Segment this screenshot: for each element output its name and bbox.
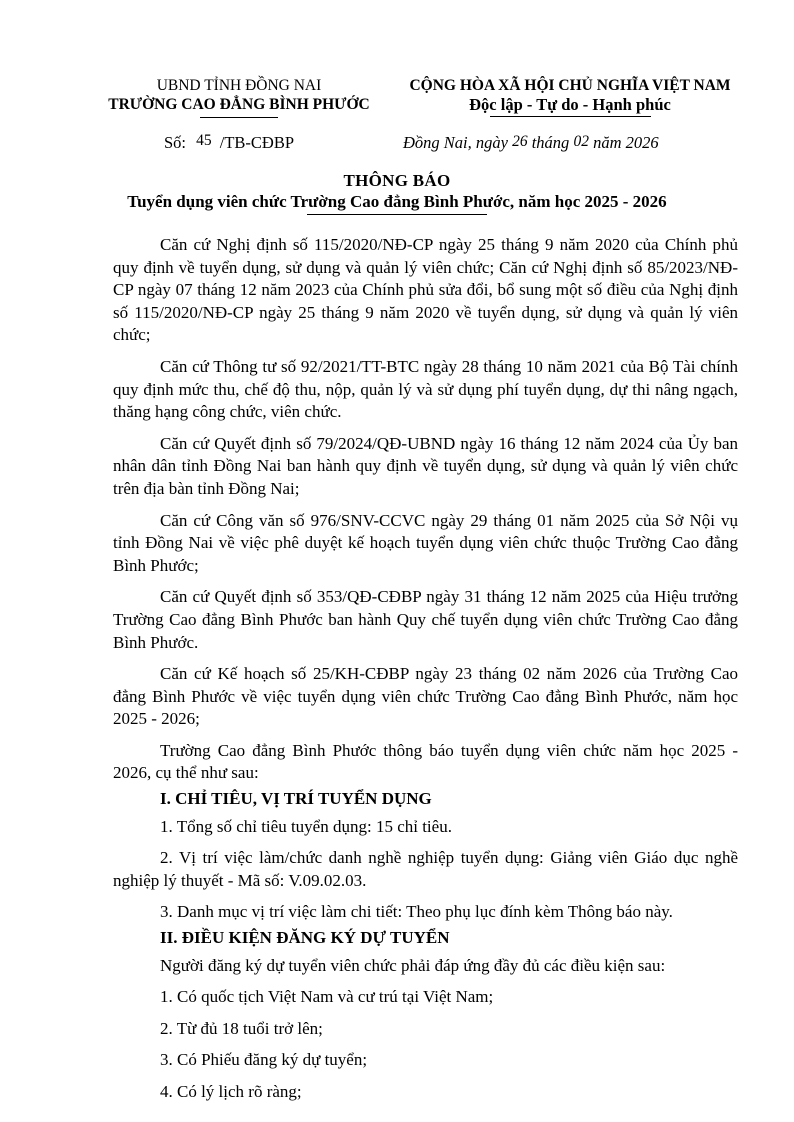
announcement-intro: Trường Cao đẳng Bình Phước thông báo tuyển dụng viên chức năm học 2025 - 2026, cụ thể như sau: — [113, 740, 738, 783]
list-item: 2. Từ đủ 18 tuổi trở lên; — [160, 1018, 323, 1038]
list-item: 3. Có Phiếu đăng ký dự tuyển; — [160, 1050, 368, 1070]
org-underline — [200, 117, 278, 118]
legal-basis-paragraph: Căn cứ Thông tư số 92/2021/TT-BTC ngày 28 tháng 10 năm 2021 của Bộ Tài chính quy định mức thu, chế độ thu, nộp, quản lý và sử dụng phí tuyển dụng, dự thi nâng ngạch, thăng hạng công chức, viên chức. — [113, 356, 738, 422]
country-name: CỘNG HÒA XÃ HỘI CHỦ NGHĨA VIỆT NAM — [409, 77, 731, 94]
list-item: 4. Có lý lịch rõ ràng; — [160, 1082, 302, 1101]
section-heading-quota: I. CHỈ TIÊU, VỊ TRÍ TUYỂN DỤNG — [160, 789, 432, 809]
legal-basis-paragraph: Căn cứ Nghị định số 115/2020/NĐ-CP ngày 25 tháng 9 năm 2020 của Chính phủ quy định về tuyển dụng, sử dụng và quản lý viên chức; Căn cứ Nghị định số 85/2023/NĐ-CP ngày 07 tháng 12 năm 2023 của Chính phủ sửa đổi, bổ sung một số điều của Nghị định số 115/2020/NĐ-CP ngày 25 tháng 9 năm 2020 về tuyển dụng, sử dụng và quản lý viên chức; — [113, 235, 738, 345]
motto-underline — [490, 116, 651, 117]
document-body — [113, 234, 738, 1113]
section-heading-conditions: II. ĐIỀU KIỆN ĐĂNG KÝ DỰ TUYỂN — [160, 928, 450, 948]
number-value: 45 — [196, 132, 212, 149]
list-item: 3. Danh mục vị trí việc làm chi tiết: Theo phụ lục đính kèm Thông báo này. — [160, 902, 673, 922]
date-day: 26 — [512, 133, 528, 150]
year-label: năm 2026 — [593, 133, 659, 152]
legal-basis-paragraph: Căn cứ Quyết định số 79/2024/QĐ-UBND ngày 16 tháng 12 năm 2024 của Ủy ban nhân dân tỉnh Đồng Nai ban hành quy định về tuyển dụng, sử dụng và quản lý viên chức trên địa bàn tỉnh Đồng Nai; — [113, 433, 738, 498]
legal-basis-paragraph: Căn cứ Công văn số 976/SNV-CCVC ngày 29 tháng 01 năm 2025 của Sở Nội vụ tỉnh Đồng Nai về việc phê duyệt kế hoạch tuyển dụng viên chức thuộc Trường Cao đẳng Bình Phước; — [113, 510, 738, 575]
section-intro: Người đăng ký dự tuyển viên chức phải đáp ứng đầy đủ các điều kiện sau: — [160, 955, 666, 975]
parent-organization: UBND TỈNH ĐỒNG NAI — [156, 77, 322, 94]
month-label: tháng — [531, 133, 570, 152]
title-type: THÔNG BÁO — [343, 171, 451, 190]
date-month: 02 — [573, 133, 589, 150]
school-name: TRƯỜNG CAO ĐẲNG BÌNH PHƯỚC — [108, 96, 370, 113]
national-heading — [394, 76, 746, 117]
legal-basis-paragraph: Căn cứ Quyết định số 353/QĐ-CĐBP ngày 31 tháng 12 năm 2025 của Hiệu trưởng Trường Cao đẳng Bình Phước ban hành Quy chế tuyển dụng viên chức Trường Cao đẳng Bình Phước. — [113, 587, 738, 652]
list-item: 1. Tổng số chỉ tiêu tuyển dụng: 15 chỉ tiêu. — [160, 816, 452, 836]
list-item: 2. Vị trí việc làm/chức danh nghề nghiệp tuyển dụng: Giảng viên Giáo dục nghề nghiệp lý thuyết - Mã số: V.09.02.03. — [113, 848, 738, 890]
place-prefix: Đồng Nai, ngày — [403, 133, 508, 152]
title-underline — [307, 214, 487, 215]
document-number — [164, 133, 294, 154]
legal-basis-paragraph: Căn cứ Kế hoạch số 25/KH-CĐBP ngày 23 tháng 02 năm 2026 của Trường Cao đẳng Bình Phước về việc tuyển dụng viên chức Trường Cao đẳng Bình Phước, năm học 2025 - 2026; — [113, 664, 738, 729]
number-suffix: /TB-CĐBP — [219, 133, 295, 152]
list-item: 1. Có quốc tịch Việt Nam và cư trú tại Việt Nam; — [160, 987, 494, 1007]
issuing-organization — [108, 76, 370, 118]
title-subject: Tuyển dụng viên chức Trường Cao đẳng Bình Phước, năm học 2025 - 2026 — [127, 192, 667, 211]
national-motto: Độc lập - Tự do - Hạnh phúc — [469, 95, 671, 114]
document-title — [60, 170, 734, 215]
place-and-date — [403, 133, 659, 154]
number-prefix: Số: — [164, 133, 187, 152]
